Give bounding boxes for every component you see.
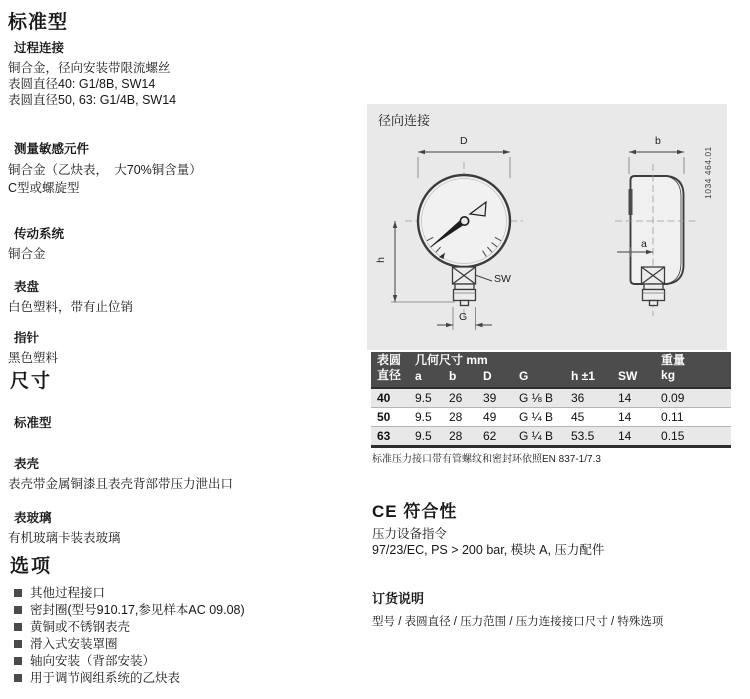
cell-D: 62 — [483, 429, 497, 443]
cell-b: 28 — [449, 410, 463, 424]
drawing-ref-number: 1034 464.01 — [703, 146, 713, 199]
cell-G: G ¼ B — [519, 410, 554, 424]
section-label: 标准型 — [14, 416, 52, 430]
col-header-line: kg — [661, 368, 676, 382]
section-label: 过程连接 — [14, 41, 65, 55]
bullet-square-icon — [14, 657, 22, 665]
ce-title: CE 符合性 — [372, 502, 458, 521]
section-label: 指针 — [14, 331, 40, 345]
bullet-square-icon — [14, 623, 22, 631]
table-row — [371, 427, 731, 447]
dimension-diagram — [367, 104, 727, 350]
dim-label-SW: SW — [494, 273, 511, 285]
col-header-a: a — [409, 369, 443, 388]
col-header-G: G — [513, 369, 565, 388]
section-line: 铜合金，径向安装带限流螺丝 — [8, 61, 171, 75]
option-label: 用于调节阀组系统的乙炔表 — [30, 671, 181, 685]
ordering-line: 型号 / 表圆直径 / 压力范围 / 压力连接接口尺寸 / 特殊选项 — [372, 616, 664, 628]
section-label: 表壳 — [14, 457, 40, 471]
cell-a: 9.5 — [415, 410, 432, 424]
col-group-header-dimensions: 几何尺寸 mm — [409, 352, 655, 369]
col-header-weight — [655, 352, 731, 388]
cell-kg: 0.15 — [661, 429, 685, 443]
section-line: 表壳带金属铜漆且表壳背部带压力泄出口 — [8, 477, 234, 491]
section-pointer — [8, 328, 360, 366]
ce-line: 97/23/EC, PS > 200 bar, 模块 A, 压力配件 — [372, 542, 605, 557]
dim-label-G: G — [459, 311, 468, 323]
section-movement — [8, 224, 360, 262]
cell-b: 28 — [449, 429, 463, 443]
col-header-b: b — [443, 369, 477, 388]
option-label: 滑入式安装罩圈 — [30, 637, 118, 651]
section-process-connection — [8, 38, 360, 108]
ce-line: 压力设备指令 — [372, 527, 448, 541]
bullet-square-icon — [14, 589, 22, 597]
cell-a: 9.5 — [415, 429, 432, 443]
col-header-dial-diameter — [371, 352, 409, 388]
cell-h: 45 — [571, 410, 585, 424]
section-standard-type — [8, 413, 360, 435]
cell-a: 9.5 — [415, 391, 432, 405]
section-line: 有机玻璃卡装表玻璃 — [8, 531, 121, 545]
cell-kg: 0.09 — [661, 391, 685, 405]
table-header-row — [371, 352, 731, 369]
bullet-square-icon — [14, 606, 22, 614]
col-header-line: 直径 — [377, 368, 402, 382]
section-line: 白色塑料，带有止位销 — [8, 300, 134, 314]
cell-D: 39 — [483, 391, 497, 405]
section-line: 铜合金 — [8, 247, 46, 261]
list-item — [14, 636, 354, 653]
ordering-info-section — [372, 588, 728, 629]
bullet-square-icon — [14, 640, 22, 648]
dimensions-heading: 尺寸 — [10, 371, 53, 392]
options-list — [14, 585, 354, 687]
cell-SW: 14 — [618, 391, 632, 405]
table-row — [371, 388, 731, 408]
cell-b: 26 — [449, 391, 463, 405]
col-header-h: h ±1 — [565, 369, 612, 388]
cell-G: G ⅛ B — [519, 391, 554, 405]
section-label: 传动系统 — [14, 227, 65, 241]
option-label: 密封圈(型号910.17,参见样本AC 09.08) — [30, 603, 245, 617]
cell-h: 53.5 — [571, 429, 595, 443]
dim-label-a: a — [641, 238, 647, 250]
section-label: 表玻璃 — [14, 511, 52, 525]
page-title: 标准型 — [8, 12, 69, 33]
option-label: 黄铜或不锈钢表壳 — [30, 620, 131, 634]
list-item — [14, 619, 354, 636]
cell-dia: 63 — [377, 429, 391, 443]
options-heading: 选项 — [10, 556, 53, 577]
section-line: C型或螺旋型 — [8, 181, 80, 195]
cell-G: G ¼ B — [519, 429, 554, 443]
ordering-title: 订货说明 — [372, 591, 425, 606]
dim-label-b: b — [655, 135, 661, 147]
table-footnote: 标准压力接口带有管螺纹和密封环依照EN 837-1/7.3 — [372, 454, 601, 465]
cell-dia: 40 — [377, 391, 391, 405]
section-case — [8, 454, 360, 492]
option-label: 轴向安装（背部安装） — [30, 654, 156, 668]
col-header-D: D — [477, 369, 513, 388]
section-line: 表圆直径50, 63: G1/4B, SW14 — [8, 93, 177, 107]
table-row — [371, 408, 731, 427]
cell-dia: 50 — [377, 410, 391, 424]
section-label: 表盘 — [14, 280, 40, 294]
cell-SW: 14 — [618, 410, 632, 424]
section-line: 表圆直径40: G1/8B, SW14 — [8, 77, 156, 91]
cell-D: 49 — [483, 410, 497, 424]
dimensions-table — [371, 352, 731, 448]
cell-SW: 14 — [618, 429, 632, 443]
list-item — [14, 670, 354, 687]
section-dial — [8, 277, 360, 315]
list-item — [14, 653, 354, 670]
section-label: 测量敏感元件 — [14, 142, 90, 156]
section-sensing-element — [8, 139, 360, 197]
col-header-SW: SW — [612, 369, 655, 388]
section-line: 铜合金（乙炔表， 大70%铜含量） — [8, 163, 202, 177]
cell-h: 36 — [571, 391, 585, 405]
list-item — [14, 585, 354, 602]
col-header-line: 表圆 — [377, 353, 402, 367]
bullet-square-icon — [14, 674, 22, 682]
ce-conformity-section — [372, 497, 728, 558]
option-label: 其他过程接口 — [30, 586, 106, 600]
diagram-title: 径向连接 — [378, 113, 431, 128]
dim-label-h: h — [374, 257, 387, 263]
gauge-technical-drawing — [367, 104, 727, 350]
cell-kg: 0.11 — [661, 410, 684, 424]
col-header-line: 重量 — [661, 353, 686, 367]
dim-label-D: D — [460, 135, 468, 147]
section-line: 黑色塑料 — [8, 351, 59, 365]
list-item — [14, 602, 354, 619]
section-window — [8, 508, 360, 546]
